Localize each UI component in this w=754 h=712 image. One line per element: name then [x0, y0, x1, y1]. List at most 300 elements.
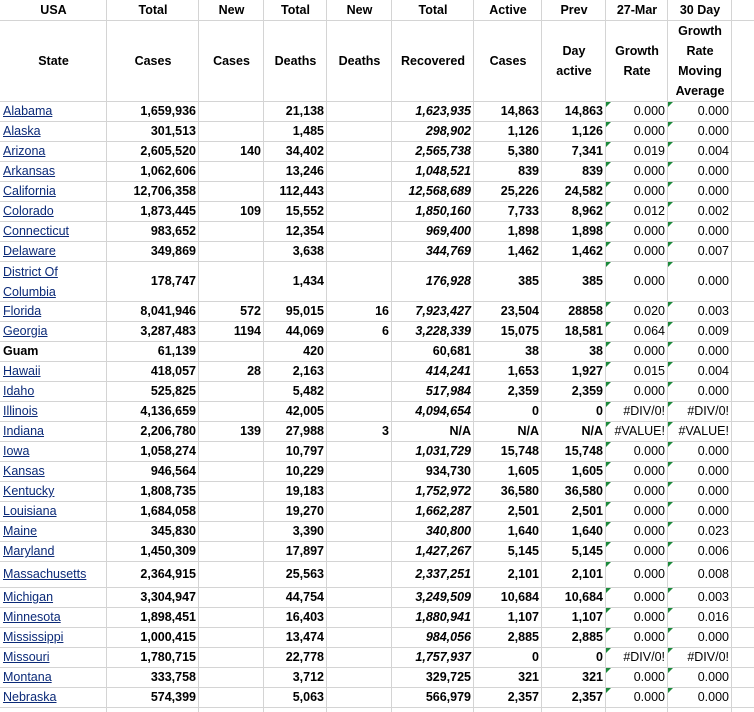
- cell-growth-rate[interactable]: 0.000: [633, 610, 665, 624]
- cell-growth-rate[interactable]: 0.000: [633, 484, 665, 498]
- cell-moving-average[interactable]: 0.000: [697, 484, 729, 498]
- cell-total-deaths[interactable]: 44,069: [285, 324, 324, 338]
- cell-prev-day-active[interactable]: 38: [589, 344, 603, 358]
- cell-total-recovered[interactable]: 2,337,251: [415, 567, 471, 581]
- cell-moving-average[interactable]: 0.000: [697, 164, 729, 178]
- cell-new-deaths[interactable]: [327, 588, 392, 607]
- cell-new-deaths[interactable]: [327, 102, 392, 121]
- cell-total-recovered[interactable]: 2,565,738: [415, 144, 471, 158]
- cell-active-cases[interactable]: 1,653: [507, 364, 539, 378]
- cell-active-cases[interactable]: 14,863: [500, 104, 539, 118]
- cell-new-deaths[interactable]: [327, 502, 392, 521]
- cell-prev-day-active[interactable]: 1,927: [571, 364, 603, 378]
- cell-growth-rate[interactable]: 0.000: [633, 274, 665, 288]
- cell-total-cases[interactable]: 8,041,946: [140, 304, 196, 318]
- error-indicator-icon: [606, 382, 611, 387]
- cell-total-deaths[interactable]: 10,229: [285, 464, 324, 478]
- cell-growth-rate[interactable]: #DIV/0!: [623, 404, 665, 418]
- cell-active-cases[interactable]: 5,380: [507, 144, 539, 158]
- cell-active-cases[interactable]: 38: [525, 344, 539, 358]
- cell-new-cases[interactable]: 28: [247, 364, 261, 378]
- cell-moving-average[interactable]: 0.000: [697, 224, 729, 238]
- state-link[interactable]: Kansas: [3, 464, 45, 478]
- cell-new-deaths[interactable]: [327, 142, 392, 161]
- cell-total-deaths[interactable]: 44,754: [285, 590, 324, 604]
- cell-active-cases[interactable]: 25,226: [500, 184, 539, 198]
- state-link[interactable]: Guam: [3, 344, 39, 358]
- cell-new-deaths[interactable]: [327, 562, 392, 587]
- cell-total-cases[interactable]: 983,652: [150, 224, 196, 238]
- error-indicator-icon: [668, 262, 673, 267]
- cell-growth-rate[interactable]: 0.000: [633, 124, 665, 138]
- error-indicator-icon: [606, 588, 611, 593]
- cell-total-deaths[interactable]: 10,797: [285, 444, 324, 458]
- cell-new-deaths[interactable]: 3: [382, 424, 389, 438]
- cell-active-cases[interactable]: 0: [532, 404, 539, 418]
- cell-moving-average[interactable]: 0.003: [697, 590, 729, 604]
- cell-prev-day-active[interactable]: 28858: [568, 304, 603, 318]
- cell-prev-day-active[interactable]: 1,605: [571, 464, 603, 478]
- cell-total-cases[interactable]: 3,287,483: [140, 324, 196, 338]
- cell-moving-average[interactable]: 0.007: [697, 244, 729, 258]
- state-link[interactable]: Florida: [3, 304, 42, 318]
- cell-total-cases[interactable]: 1,659,936: [140, 104, 196, 118]
- cell-growth-rate[interactable]: 0.000: [633, 344, 665, 358]
- cell-prev-day-active[interactable]: 0: [596, 404, 603, 418]
- state-link[interactable]: Missouri: [3, 650, 50, 664]
- cell-total-deaths[interactable]: 3,638: [292, 244, 324, 258]
- cell-moving-average[interactable]: 0.000: [697, 184, 729, 198]
- cell-new-deaths[interactable]: [327, 462, 392, 481]
- cell-total-cases[interactable]: 1,058,274: [140, 444, 196, 458]
- cell-total-deaths[interactable]: 3,390: [292, 524, 324, 538]
- cell-new-deaths[interactable]: [327, 648, 392, 667]
- cell-total-deaths[interactable]: 5,482: [292, 384, 324, 398]
- cell-active-cases[interactable]: 1,605: [507, 464, 539, 478]
- cell-total-deaths[interactable]: 27,988: [285, 424, 324, 438]
- cell-total-cases[interactable]: 4,136,659: [140, 404, 196, 418]
- cell-total-cases[interactable]: 301,513: [150, 124, 196, 138]
- cell-new-cases[interactable]: [199, 562, 264, 587]
- cell-active-cases[interactable]: N/A: [517, 424, 539, 438]
- cell-new-deaths[interactable]: [327, 522, 392, 541]
- cell-total-deaths[interactable]: 1,434: [292, 274, 324, 288]
- cell-active-cases[interactable]: 839: [518, 164, 539, 178]
- cell-prev-day-active[interactable]: 10,684: [564, 590, 603, 604]
- cell-prev-day-active[interactable]: 2,101: [571, 567, 603, 581]
- cell-total-recovered[interactable]: 414,241: [425, 364, 471, 378]
- cell-new-cases[interactable]: [199, 502, 264, 521]
- cell-growth-rate[interactable]: 0.000: [633, 444, 665, 458]
- cell-prev-day-active[interactable]: 14,863: [564, 104, 603, 118]
- cell-moving-average[interactable]: 0.000: [697, 274, 729, 288]
- cell-total-recovered[interactable]: 7,923,427: [415, 304, 471, 318]
- cell-growth-rate[interactable]: 0.000: [633, 464, 665, 478]
- cell-total-deaths[interactable]: 15,552: [285, 204, 324, 218]
- cell-total-deaths[interactable]: 13,246: [285, 164, 324, 178]
- cell-prev-day-active[interactable]: 2,885: [571, 630, 603, 644]
- cell-total-cases[interactable]: 1,684,058: [140, 504, 196, 518]
- cell-total-recovered[interactable]: 1,623,935: [415, 104, 471, 118]
- cell-active-cases[interactable]: 385: [518, 274, 539, 288]
- cell-new-cases[interactable]: 139: [240, 424, 261, 438]
- cell-new-deaths[interactable]: [327, 382, 392, 401]
- state-link[interactable]: Hawaii: [3, 364, 41, 378]
- cell-total-cases[interactable]: 1,000,415: [140, 630, 196, 644]
- cell-total-recovered[interactable]: 517,984: [425, 384, 471, 398]
- cell-total-recovered[interactable]: 969,400: [425, 224, 471, 238]
- cell-total-cases[interactable]: 3,304,947: [140, 590, 196, 604]
- cell-growth-rate[interactable]: #DIV/0!: [623, 650, 665, 664]
- cell-total-deaths[interactable]: 16,403: [285, 610, 324, 624]
- cell-new-deaths[interactable]: [327, 542, 392, 561]
- cell-total-recovered[interactable]: 12,568,689: [408, 184, 471, 198]
- cell-new-deaths[interactable]: [327, 688, 392, 707]
- cell-prev-day-active[interactable]: 2,501: [571, 504, 603, 518]
- cell-moving-average[interactable]: 0.000: [697, 124, 729, 138]
- cell-prev-day-active[interactable]: 1,126: [571, 124, 603, 138]
- cell-new-deaths[interactable]: 6: [382, 324, 389, 338]
- cell-total-recovered[interactable]: 176,928: [425, 274, 471, 288]
- cell-new-deaths[interactable]: [327, 482, 392, 501]
- cell-new-cases[interactable]: [199, 222, 264, 241]
- state-link[interactable]: Arkansas: [3, 164, 56, 178]
- cell-new-cases[interactable]: [199, 242, 264, 261]
- cell-new-cases[interactable]: 140: [240, 144, 261, 158]
- state-link[interactable]: Arizona: [3, 144, 46, 158]
- cell-total-recovered[interactable]: 329,725: [425, 670, 471, 684]
- cell-active-cases[interactable]: 15,748: [500, 444, 539, 458]
- cell-growth-rate[interactable]: 0.000: [633, 104, 665, 118]
- cell-total-deaths[interactable]: 21,138: [285, 104, 324, 118]
- cell-prev-day-active[interactable]: 2,357: [571, 690, 603, 704]
- cell-active-cases[interactable]: 321: [518, 670, 539, 684]
- state-link[interactable]: Massachusetts: [3, 567, 87, 581]
- cell-new-cases[interactable]: [199, 688, 264, 707]
- cell-growth-rate[interactable]: 0.000: [633, 590, 665, 604]
- cell-moving-average[interactable]: 0.002: [697, 204, 729, 218]
- cell-growth-rate[interactable]: 0.000: [633, 690, 665, 704]
- cell-active-cases[interactable]: 1,640: [507, 524, 539, 538]
- cell-moving-average[interactable]: #DIV/0!: [687, 404, 729, 418]
- cell-prev-day-active[interactable]: 15,748: [564, 444, 603, 458]
- cell-total-deaths[interactable]: 95,015: [285, 304, 324, 318]
- cell-growth-rate[interactable]: 0.000: [633, 630, 665, 644]
- cell-moving-average[interactable]: 0.000: [697, 104, 729, 118]
- state-link[interactable]: Michigan: [3, 590, 54, 604]
- cell-growth-rate[interactable]: 0.000: [633, 524, 665, 538]
- cell-growth-rate[interactable]: 0.000: [633, 244, 665, 258]
- cell-moving-average[interactable]: 0.000: [697, 444, 729, 458]
- cell-total-deaths[interactable]: 3,712: [292, 670, 324, 684]
- cell-total-recovered[interactable]: 298,902: [425, 124, 471, 138]
- cell-total-recovered[interactable]: 60,681: [432, 344, 471, 358]
- cell-new-cases[interactable]: [199, 402, 264, 421]
- cell-active-cases[interactable]: 1,462: [507, 244, 539, 258]
- cell-total-cases[interactable]: 345,830: [150, 524, 196, 538]
- cell-total-cases[interactable]: 1,873,445: [140, 204, 196, 218]
- state-link[interactable]: Indiana: [3, 424, 45, 438]
- state-link[interactable]: Alaska: [3, 124, 41, 138]
- cell-active-cases[interactable]: 2,885: [507, 630, 539, 644]
- cell-total-cases[interactable]: 574,399: [150, 690, 196, 704]
- cell-new-cases[interactable]: [199, 608, 264, 627]
- cell-total-deaths[interactable]: 112,443: [279, 184, 324, 198]
- cell-moving-average[interactable]: 0.009: [697, 324, 729, 338]
- cell-prev-day-active[interactable]: 1,640: [571, 524, 603, 538]
- cell-active-cases[interactable]: 0: [532, 650, 539, 664]
- cell-growth-rate[interactable]: 0.000: [633, 544, 665, 558]
- cell-prev-day-active[interactable]: 0: [596, 650, 603, 664]
- cell-moving-average[interactable]: 0.006: [697, 544, 729, 558]
- cell-total-deaths[interactable]: 19,183: [285, 484, 324, 498]
- cell-new-cases[interactable]: 1194: [233, 324, 261, 338]
- cell-moving-average[interactable]: 0.004: [697, 364, 729, 378]
- cell-growth-rate[interactable]: 0.000: [633, 224, 665, 238]
- cell-total-recovered[interactable]: 984,056: [425, 630, 471, 644]
- cell-total-recovered[interactable]: 1,880,941: [415, 610, 471, 624]
- cell-new-cases[interactable]: [199, 342, 264, 361]
- cell-prev-day-active[interactable]: 1,107: [571, 610, 603, 624]
- cell-growth-rate[interactable]: 0.000: [633, 164, 665, 178]
- cell-new-deaths[interactable]: [327, 442, 392, 461]
- state-link[interactable]: Nebraska: [3, 690, 57, 704]
- cell-moving-average[interactable]: 0.023: [697, 524, 729, 538]
- cell-moving-average[interactable]: 0.000: [697, 630, 729, 644]
- cell-total-cases[interactable]: 525,825: [150, 384, 196, 398]
- cell-growth-rate[interactable]: 0.000: [633, 567, 665, 581]
- state-link[interactable]: Colorado: [3, 204, 54, 218]
- cell-total-deaths[interactable]: 13,474: [285, 630, 324, 644]
- cell-total-recovered[interactable]: 934,730: [425, 464, 471, 478]
- state-link[interactable]: Maryland: [3, 544, 55, 558]
- error-indicator-icon: [606, 322, 611, 327]
- cell-total-recovered[interactable]: N/A: [449, 424, 471, 438]
- cell-moving-average[interactable]: 0.000: [697, 690, 729, 704]
- cell-moving-average[interactable]: 0.000: [697, 670, 729, 684]
- cell-total-deaths[interactable]: 2,163: [292, 364, 324, 378]
- cell-total-deaths[interactable]: 17,897: [285, 544, 324, 558]
- error-indicator-icon: [668, 142, 673, 147]
- cell-prev-day-active[interactable]: 18,581: [564, 324, 603, 338]
- cell-new-cases[interactable]: [199, 462, 264, 481]
- header-state-top: USA: [40, 3, 67, 17]
- cell-new-deaths[interactable]: [327, 162, 392, 181]
- cell-total-recovered[interactable]: 3,228,339: [415, 324, 471, 338]
- cell-new-deaths[interactable]: [327, 362, 392, 381]
- cell-new-deaths[interactable]: [327, 608, 392, 627]
- cell-growth-rate[interactable]: 0.000: [633, 384, 665, 398]
- cell-active-cases[interactable]: 2,359: [507, 384, 539, 398]
- cell-total-deaths[interactable]: 22,778: [285, 650, 324, 664]
- cell-total-cases[interactable]: 12,706,358: [133, 184, 196, 198]
- cell-new-cases[interactable]: [199, 122, 264, 141]
- cell-moving-average[interactable]: 0.000: [697, 384, 729, 398]
- cell-total-deaths[interactable]: 19,270: [285, 504, 324, 518]
- cell-new-deaths[interactable]: [327, 628, 392, 647]
- error-indicator-icon: [606, 562, 611, 567]
- cell-prev-day-active[interactable]: 8,962: [571, 204, 603, 218]
- cell-new-cases[interactable]: [199, 542, 264, 561]
- state-link[interactable]: Delaware: [3, 244, 56, 258]
- cell-total-cases[interactable]: 178,747: [150, 274, 196, 288]
- cell-prev-day-active[interactable]: 385: [582, 274, 603, 288]
- cell-new-cases[interactable]: [199, 102, 264, 121]
- cell-active-cases[interactable]: 15,075: [500, 324, 539, 338]
- cell-new-cases[interactable]: [199, 382, 264, 401]
- state-link[interactable]: Louisiana: [3, 504, 57, 518]
- state-link[interactable]: Idaho: [3, 384, 35, 398]
- cell-total-deaths[interactable]: 34,402: [285, 144, 324, 158]
- state-link[interactable]: Kentucky: [3, 484, 55, 498]
- error-indicator-icon: [606, 302, 611, 307]
- cell-new-cases[interactable]: 572: [240, 304, 261, 318]
- cell-moving-average[interactable]: 0.000: [697, 504, 729, 518]
- cell-moving-average[interactable]: 0.016: [697, 610, 729, 624]
- cell-total-cases[interactable]: 946,564: [150, 464, 196, 478]
- cell-total-cases[interactable]: 1,898,451: [140, 610, 196, 624]
- state-link[interactable]: Maine: [3, 524, 38, 538]
- state-link[interactable]: Montana: [3, 670, 52, 684]
- cell-total-recovered[interactable]: 3,249,509: [415, 590, 471, 604]
- cell-total-cases[interactable]: 2,364,915: [140, 567, 196, 581]
- cell-total-recovered[interactable]: 1,757,937: [415, 650, 471, 664]
- cell-total-recovered[interactable]: 566,979: [425, 690, 471, 704]
- cell-new-deaths[interactable]: [327, 222, 392, 241]
- cell-growth-rate[interactable]: 0.019: [633, 144, 665, 158]
- cell-total-deaths[interactable]: 1,485: [292, 124, 324, 138]
- cell-total-cases[interactable]: 2,605,520: [140, 144, 196, 158]
- cell-growth-rate[interactable]: 0.000: [633, 184, 665, 198]
- cell-total-deaths[interactable]: 25,563: [285, 567, 324, 581]
- cell-total-cases[interactable]: 1,450,309: [140, 544, 196, 558]
- cell-active-cases[interactable]: 2,501: [507, 504, 539, 518]
- cell-active-cases[interactable]: 2,101: [507, 567, 539, 581]
- cell-total-deaths[interactable]: 420: [303, 344, 324, 358]
- cell-new-deaths[interactable]: [327, 262, 392, 301]
- cell-moving-average[interactable]: 0.004: [697, 144, 729, 158]
- cell-total-recovered[interactable]: 340,800: [425, 524, 471, 538]
- cell-new-cases[interactable]: [199, 482, 264, 501]
- cell-active-cases[interactable]: 5,145: [507, 544, 539, 558]
- cell-prev-day-active[interactable]: 839: [582, 164, 603, 178]
- cell-total-recovered[interactable]: 1,662,287: [415, 504, 471, 518]
- state-link[interactable]: Mississippi: [3, 630, 64, 644]
- cell-prev-day-active[interactable]: N/A: [581, 424, 603, 438]
- cell-new-deaths[interactable]: [327, 182, 392, 201]
- state-link[interactable]: Connecticut: [3, 224, 70, 238]
- cell-prev-day-active[interactable]: 1,462: [571, 244, 603, 258]
- cell-total-recovered[interactable]: 1,427,267: [415, 544, 471, 558]
- cell-growth-rate[interactable]: 0.000: [633, 670, 665, 684]
- state-link[interactable]: Iowa: [3, 444, 30, 458]
- cell-new-deaths[interactable]: [327, 122, 392, 141]
- cell-prev-day-active[interactable]: 1,898: [571, 224, 603, 238]
- error-indicator-icon: [668, 542, 673, 547]
- cell-total-deaths[interactable]: 12,354: [285, 224, 324, 238]
- cell-total-cases[interactable]: 2,206,780: [140, 424, 196, 438]
- cell-growth-rate[interactable]: 0.015: [633, 364, 665, 378]
- cell-active-cases[interactable]: 7,733: [507, 204, 539, 218]
- cell-new-cases[interactable]: [199, 162, 264, 181]
- cell-prev-day-active[interactable]: 7,341: [571, 144, 603, 158]
- cell-new-cases[interactable]: [199, 262, 264, 301]
- cell-active-cases[interactable]: 1,898: [507, 224, 539, 238]
- cell-total-cases[interactable]: 418,057: [150, 364, 196, 378]
- cell-new-deaths[interactable]: 16: [375, 304, 389, 318]
- cell-total-cases[interactable]: 1,808,735: [140, 484, 196, 498]
- cell-total-deaths[interactable]: 5,063: [292, 690, 324, 704]
- cell-new-deaths[interactable]: [327, 202, 392, 221]
- cell-active-cases[interactable]: 1,126: [507, 124, 539, 138]
- cell-moving-average[interactable]: #DIV/0!: [687, 650, 729, 664]
- cell-active-cases[interactable]: 36,580: [500, 484, 539, 498]
- state-link[interactable]: Georgia: [3, 324, 48, 338]
- cell-growth-rate[interactable]: #VALUE!: [614, 424, 665, 438]
- cell-new-deaths[interactable]: [327, 242, 392, 261]
- cell-growth-rate[interactable]: 0.012: [633, 204, 665, 218]
- cell-new-cases[interactable]: [199, 522, 264, 541]
- cell-new-cases[interactable]: [199, 588, 264, 607]
- cell-growth-rate[interactable]: 0.064: [633, 324, 665, 338]
- cell-active-cases[interactable]: 23,504: [500, 304, 539, 318]
- state-link[interactable]: Alabama: [3, 104, 53, 118]
- cell-active-cases[interactable]: 2,357: [507, 690, 539, 704]
- state-link[interactable]: Illinois: [3, 404, 38, 418]
- cell-growth-rate[interactable]: 0.020: [633, 304, 665, 318]
- cell-total-recovered[interactable]: 4,094,654: [415, 404, 471, 418]
- cell-new-cases[interactable]: [199, 182, 264, 201]
- cell-moving-average[interactable]: 0.000: [697, 344, 729, 358]
- cell-new-cases[interactable]: [199, 628, 264, 647]
- cell-total-cases[interactable]: 349,869: [150, 244, 196, 258]
- cell-total-cases[interactable]: 61,139: [157, 344, 196, 358]
- cell-prev-day-active[interactable]: 5,145: [571, 544, 603, 558]
- state-link[interactable]: District Of Columbia: [3, 265, 58, 299]
- cell-total-recovered[interactable]: 1,031,729: [415, 444, 471, 458]
- cell-new-cases[interactable]: [199, 442, 264, 461]
- cell-new-cases[interactable]: [199, 648, 264, 667]
- error-indicator-icon: [606, 182, 611, 187]
- cell-prev-day-active[interactable]: 24,582: [564, 184, 603, 198]
- cell-moving-average[interactable]: 0.003: [697, 304, 729, 318]
- state-link[interactable]: Minnesota: [3, 610, 61, 624]
- cell-total-recovered[interactable]: 1,048,521: [415, 164, 471, 178]
- cell-prev-day-active[interactable]: 2,359: [571, 384, 603, 398]
- cell-total-recovered[interactable]: 1,752,972: [415, 484, 471, 498]
- cell-growth-rate[interactable]: 0.000: [633, 504, 665, 518]
- cell-total-recovered[interactable]: 1,850,160: [415, 204, 471, 218]
- cell-new-cases[interactable]: 109: [240, 204, 261, 218]
- cell-prev-day-active[interactable]: 321: [582, 670, 603, 684]
- state-link[interactable]: California: [3, 184, 56, 198]
- cell-total-recovered[interactable]: 344,769: [425, 244, 471, 258]
- cell-new-deaths[interactable]: [327, 402, 392, 421]
- cell-total-cases[interactable]: 1,780,715: [140, 650, 196, 664]
- cell-new-cases[interactable]: [199, 668, 264, 687]
- cell-new-deaths[interactable]: [327, 668, 392, 687]
- cell-new-deaths[interactable]: [327, 342, 392, 361]
- cell-moving-average[interactable]: 0.008: [697, 567, 729, 581]
- cell-moving-average[interactable]: 0.000: [697, 464, 729, 478]
- cell-active-cases[interactable]: 10,684: [500, 590, 539, 604]
- cell-prev-day-active[interactable]: 36,580: [564, 484, 603, 498]
- cell-moving-average[interactable]: #VALUE!: [678, 424, 729, 438]
- cell-total-cases[interactable]: 333,758: [150, 670, 196, 684]
- cell-total-deaths[interactable]: 42,005: [285, 404, 324, 418]
- cell-active-cases[interactable]: 1,107: [507, 610, 539, 624]
- cell-total-cases[interactable]: 1,062,606: [140, 164, 196, 178]
